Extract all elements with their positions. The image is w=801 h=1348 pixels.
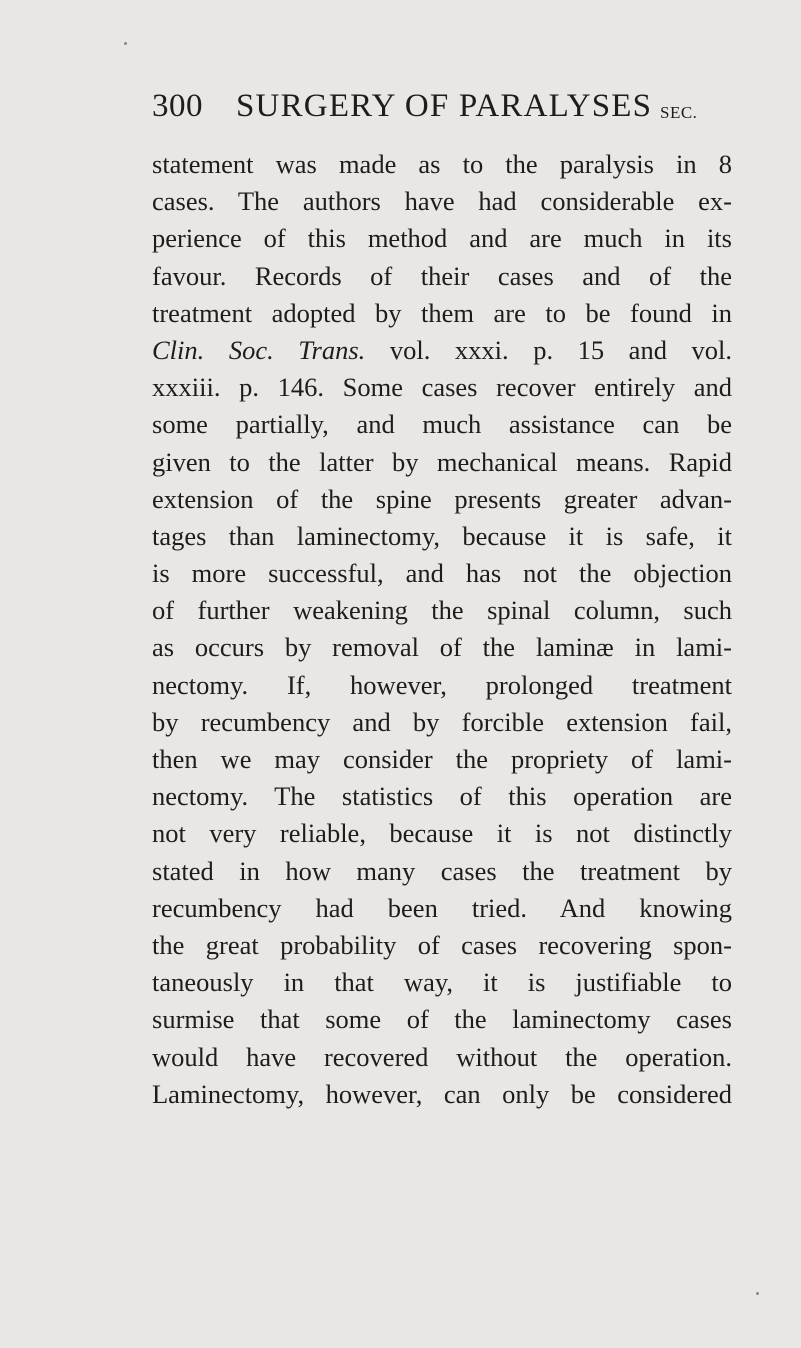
text-line: perience of this method and are much in its [152, 223, 732, 254]
text-line: nectomy. If, however, prolonged treatment [152, 669, 732, 700]
text-line: extension of the spine presents greater advan- [152, 483, 732, 514]
text-line: favour. Records of their cases and of the [152, 260, 732, 291]
text-line: by recumbency and by forcible extension fail, [152, 706, 732, 737]
paper-speck [124, 42, 127, 45]
text-line: statement was made as to the paralysis in 8 [152, 149, 732, 179]
text-line: given to the latter by mechanical means. Rapid [152, 446, 732, 477]
text-line: taneously in that way, it is justifiable to [152, 967, 732, 998]
text-line: Laminectomy, however, can only be considered [152, 1078, 732, 1109]
text-line: nectomy. The statistics of this operation are [152, 781, 732, 812]
page-number: 300 [152, 88, 203, 124]
text-line: is more successful, and has not the objection [152, 558, 732, 589]
text-line: of further weakening the spinal column, such [152, 595, 732, 626]
journal-citation: Clin. Soc. Trans. [152, 334, 366, 365]
running-title: SURGERY OF PARALYSES [236, 88, 653, 124]
text-line: recumbency had been tried. And knowing [152, 892, 732, 923]
text-line: some partially, and much assistance can be [152, 409, 732, 440]
text-line: treatment adopted by them are to be found in [152, 297, 732, 328]
section-mark: SEC. [660, 103, 698, 122]
page-header [152, 88, 752, 136]
text-line: xxxiii. p. 146. Some cases recover entirely and [152, 372, 732, 403]
text-line: then we may consider the propriety of lami- [152, 744, 732, 774]
text-line [152, 332, 732, 369]
text-line: as occurs by removal of the laminæ in lami- [152, 632, 732, 663]
text-line: tages than laminectomy, because it is safe, it [152, 520, 732, 551]
citation-volume-text: vol. xxxi. p. 15 and vol. [365, 334, 732, 365]
text-line: surmise that some of the laminectomy cases [152, 1004, 732, 1035]
text-line: not very reliable, because it is not distinctly [152, 818, 732, 849]
text-line: would have recovered without the operation. [152, 1041, 732, 1072]
paper-speck [756, 1292, 759, 1295]
text-line: the great probability of cases recovering spon- [152, 929, 732, 960]
body-text [152, 146, 732, 1113]
text-line: stated in how many cases the treatment by [152, 855, 732, 886]
text-line: cases. The authors have had considerable ex- [152, 186, 732, 217]
